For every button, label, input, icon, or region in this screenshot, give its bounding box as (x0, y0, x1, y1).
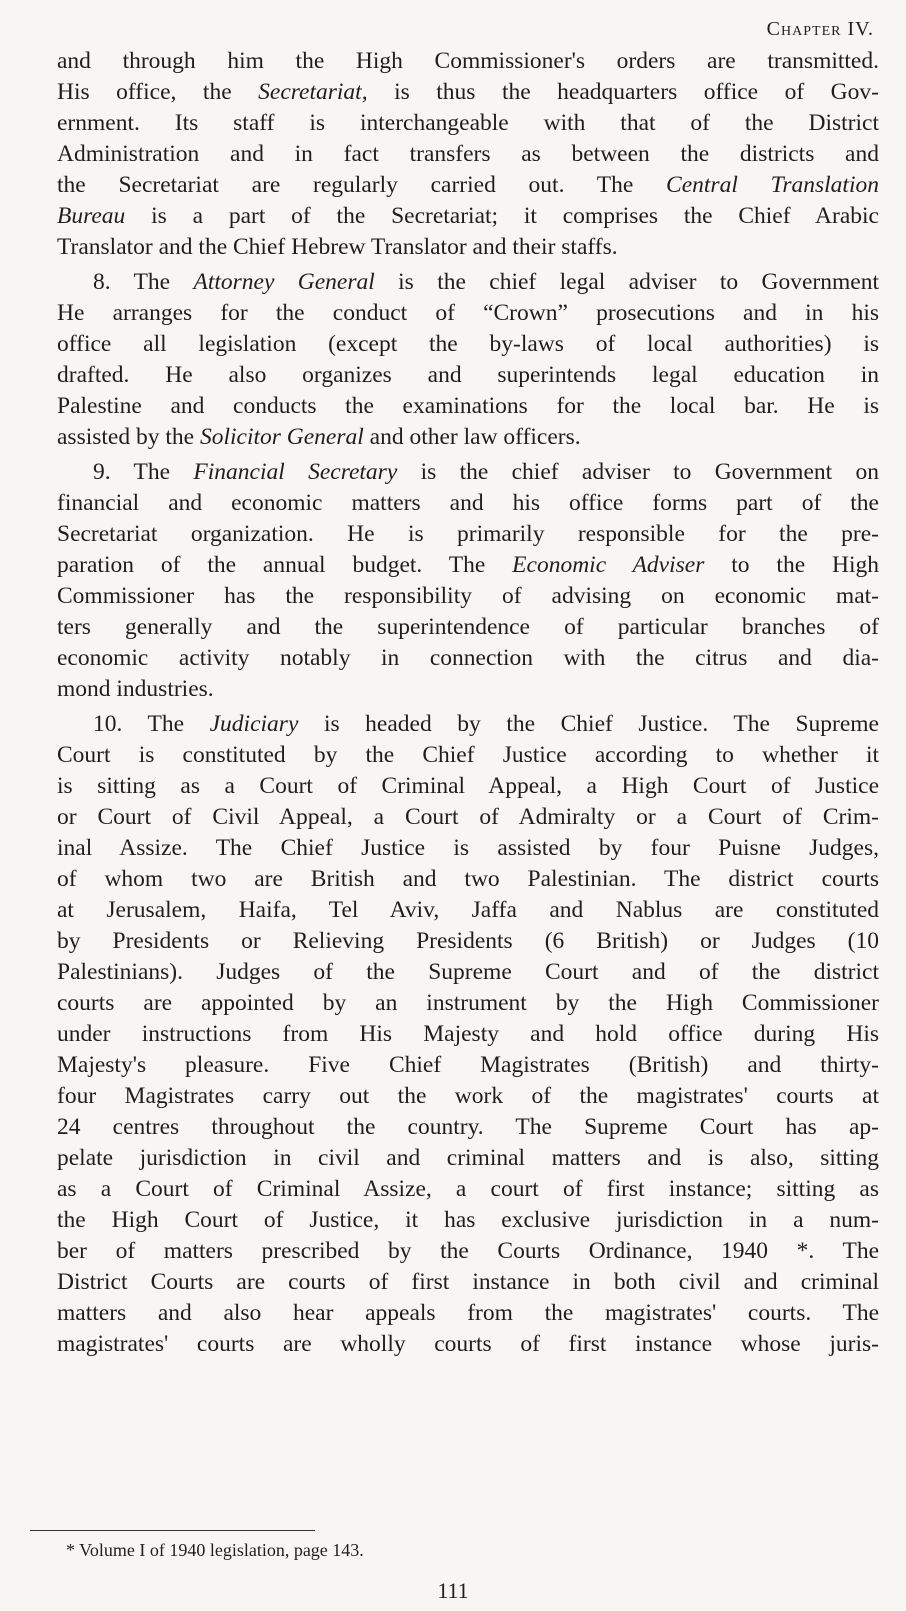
text-line (57, 1205, 879, 1236)
text-run: matters and also hear appeals from the magistrates' courts. The (57, 1300, 879, 1326)
text-run: four Magistrates carry out the work of the magistrates' courts at (57, 1083, 879, 1109)
text-line (57, 1112, 879, 1143)
text-line (57, 895, 879, 926)
text-line (57, 709, 879, 740)
text-line (57, 957, 879, 988)
text-run: mond industries. (57, 676, 214, 702)
text-run: magistrates' courts are wholly courts of first instance whose juris- (57, 1331, 879, 1357)
page-number: 111 (437, 1578, 469, 1603)
italic-term: Secretariat, (258, 79, 368, 105)
text-run: District Courts are courts of first instance in both civil and criminal (57, 1269, 879, 1295)
text-line (57, 77, 879, 108)
text-line (57, 833, 879, 864)
text-run: is sitting as a Court of Criminal Appeal, a High Court of Justice (57, 773, 879, 799)
text-run: or Court of Civil Appeal, a Court of Admiralty or a Court of Crim- (57, 804, 879, 830)
text-run: His office, the (57, 79, 259, 105)
italic-term: Attorney General (193, 269, 375, 295)
text-line (57, 612, 879, 643)
paragraph (57, 457, 879, 705)
text-run: assisted by the (57, 424, 200, 450)
text-line (57, 360, 879, 391)
italic-term: Central Translation (666, 172, 879, 198)
text-line (57, 139, 879, 170)
text-line (57, 1143, 879, 1174)
text-line (57, 926, 879, 957)
text-run: office all legislation (except the by-laws of local authorities) is (57, 331, 879, 357)
chapter-header: Chapter IV. (766, 18, 874, 40)
text-line (57, 864, 879, 895)
footnote: * Volume I of 1940 legislation, page 143. (66, 1540, 364, 1560)
text-run: He arranges for the conduct of “Crown” prosecutions and in his (57, 300, 879, 326)
text-run: ernment. Its staff is interchangeable with that of the District (57, 110, 879, 136)
text-line (57, 1050, 879, 1081)
text-line (57, 1267, 879, 1298)
text-line (57, 1298, 879, 1329)
text-run: inal Assize. The Chief Justice is assisted by four Puisne Judges, (57, 835, 879, 861)
text-run: 24 centres throughout the country. The Supreme Court has ap- (57, 1114, 879, 1140)
text-run: is the chief adviser to Government on (397, 459, 879, 485)
text-run: Court is constituted by the Chief Justice according to whether it (57, 742, 879, 768)
text-line (57, 391, 879, 422)
paragraph (57, 267, 879, 453)
text-line (57, 1081, 879, 1112)
text-line (57, 232, 879, 263)
text-run: pelate jurisdiction in civil and criminal matters and is also, sitting (57, 1145, 879, 1171)
text-line (57, 457, 879, 488)
italic-term: Bureau (57, 203, 126, 229)
text-run: is the chief legal adviser to Government (374, 269, 879, 295)
text-run: is a part of the Secretariat; it comprises the Chief Arabic (125, 203, 879, 229)
text-run: as a Court of Criminal Assize, a court of first instance; sitting as (57, 1176, 879, 1202)
text-run: Administration and in fact transfers as between the districts and (57, 141, 879, 167)
text-run: at Jerusalem, Haifa, Tel Aviv, Jaffa and Nablus are constituted (57, 897, 879, 923)
text-line (57, 550, 879, 581)
text-run: is thus the headquarters office of Gov- (367, 79, 879, 105)
text-run: Palestine and conducts the examinations for the local bar. He is (57, 393, 879, 419)
text-line (57, 988, 879, 1019)
text-line (57, 46, 879, 77)
text-line (57, 201, 879, 232)
text-line (57, 643, 879, 674)
italic-term: Solicitor General (199, 424, 364, 450)
text-run: under instructions from His Majesty and hold office during His (57, 1021, 879, 1047)
text-line (57, 488, 879, 519)
text-line (57, 519, 879, 550)
text-run: paration of the annual budget. The (57, 552, 513, 578)
document-body (57, 46, 879, 1364)
text-run: is headed by the Chief Justice. The Supreme (298, 711, 879, 737)
text-run: Majesty's pleasure. Five Chief Magistrates (British) and thirty- (57, 1052, 879, 1078)
text-run: Translator and the Chief Hebrew Translator and their staffs. (57, 234, 618, 260)
text-run: Secretariat organization. He is primarily responsible for the pre- (57, 521, 879, 547)
text-run: ber of matters prescribed by the Courts Ordinance, 1940 *. The (57, 1238, 879, 1264)
text-line (57, 581, 879, 612)
italic-term: Economic Adviser (512, 552, 705, 578)
text-run: courts are appointed by an instrument by the High Commissioner (57, 990, 879, 1016)
text-run: Commissioner has the responsibility of advising on economic mat- (57, 583, 879, 609)
text-line (57, 108, 879, 139)
text-line (57, 422, 879, 453)
text-run: 10. The (93, 711, 210, 737)
text-run: economic activity notably in connection with the citrus and dia- (57, 645, 879, 671)
text-line (57, 1329, 879, 1360)
text-line (57, 170, 879, 201)
text-line (57, 771, 879, 802)
text-line (57, 802, 879, 833)
text-run: and through him the High Commissioner's orders are transmitted. (57, 48, 879, 74)
paragraph (57, 709, 879, 1360)
text-line (57, 267, 879, 298)
text-run: 8. The (93, 269, 194, 295)
text-run: the High Court of Justice, it has exclusive jurisdiction in a num- (57, 1207, 879, 1233)
text-line (57, 1236, 879, 1267)
text-run: Palestinians). Judges of the Supreme Court and of the district (57, 959, 879, 985)
paragraph (57, 46, 879, 263)
text-line (57, 1174, 879, 1205)
text-run: and other law officers. (363, 424, 581, 450)
text-run: ters generally and the superintendence of particular branches of (57, 614, 879, 640)
italic-term: Judiciary (209, 711, 299, 737)
text-run: 9. The (93, 459, 194, 485)
text-line (57, 298, 879, 329)
text-line (57, 329, 879, 360)
text-line (57, 740, 879, 771)
text-run: the Secretariat are regularly carried out. The (57, 172, 667, 198)
text-run: financial and economic matters and his office forms part of the (57, 490, 879, 516)
text-line (57, 674, 879, 705)
footnote-divider (30, 1530, 315, 1531)
text-run: to the High (704, 552, 880, 578)
text-line (57, 1019, 879, 1050)
text-run: by Presidents or Relieving Presidents (6 British) or Judges (10 (57, 928, 879, 954)
text-run: drafted. He also organizes and superintends legal education in (57, 362, 879, 388)
text-run: of whom two are British and two Palestinian. The district courts (57, 866, 879, 892)
italic-term: Financial Secretary (193, 459, 398, 485)
